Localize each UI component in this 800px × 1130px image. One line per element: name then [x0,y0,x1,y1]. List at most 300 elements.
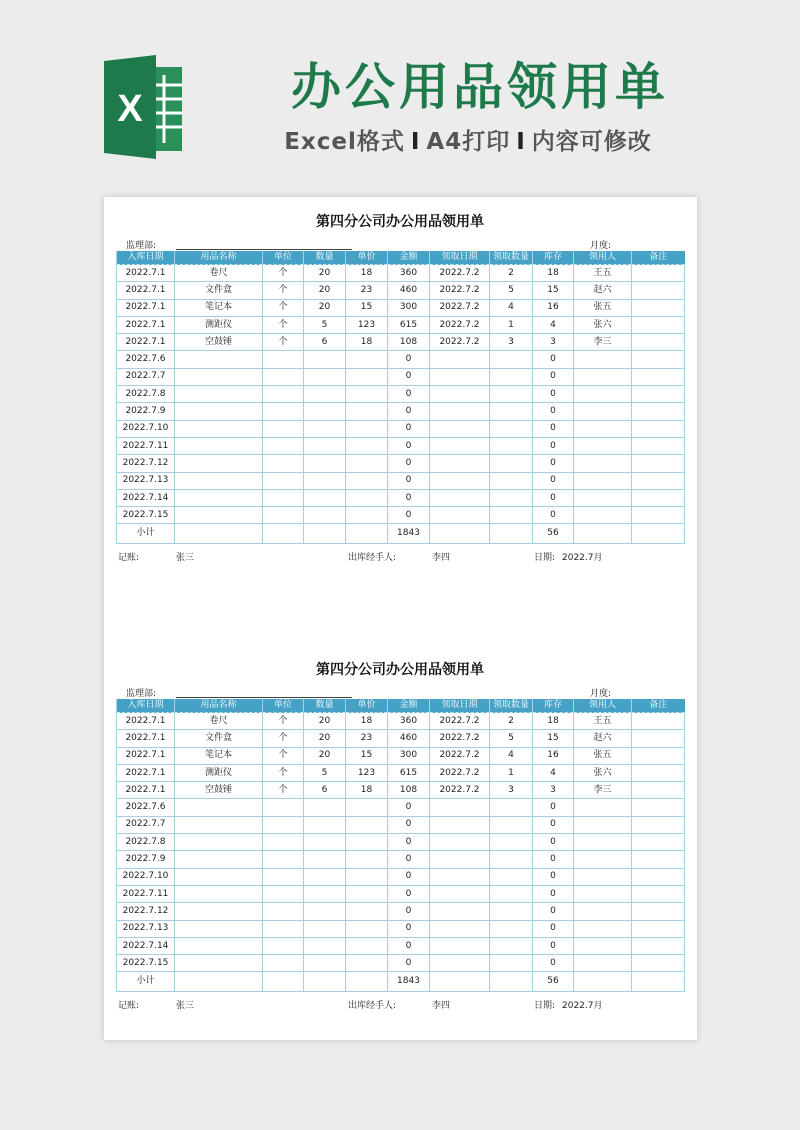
table-cell: 空鼓锤 [175,782,263,799]
table-cell: 2022.7.11 [117,437,175,454]
table-cell [632,885,685,902]
table-cell [263,507,304,524]
table-cell [632,747,685,764]
table-cell [175,937,263,954]
table-row [117,420,685,437]
table-row [117,489,685,506]
table-cell: 个 [263,730,304,747]
table-row [117,351,685,368]
dept-label: 监理部: [126,689,157,699]
table-cell: 2022.7.2 [430,334,490,351]
table-cell: 0 [388,472,430,489]
table-cell [263,816,304,833]
table-cell [490,955,533,972]
table-cell: 20 [304,282,346,299]
table-row [117,782,685,799]
table-cell [574,903,632,920]
table-cell: 2022.7.7 [117,368,175,385]
table-cell: 0 [388,368,430,385]
table-cell: 2022.7.1 [117,316,175,333]
table-cell [632,472,685,489]
table-cell [430,351,490,368]
table-cell [175,472,263,489]
table-cell [632,868,685,885]
column-header: 单位 [263,251,304,265]
table-cell: 2022.7.7 [117,816,175,833]
table-row [117,334,685,351]
subtotal-cell [346,524,388,544]
table-cell: 2022.7.8 [117,386,175,403]
subtitle-separator: I [516,129,526,155]
table-cell [574,472,632,489]
subtotal-cell [263,972,304,992]
table-cell [346,420,388,437]
table-cell: 4 [533,764,574,781]
table-cell: 张六 [574,764,632,781]
date-value: 2022.7月 [562,1001,603,1012]
requisition-form [116,197,684,564]
table-cell [632,420,685,437]
table-cell [632,437,685,454]
table-cell: 15 [346,747,388,764]
table-cell [304,799,346,816]
column-header: 领取日期 [430,699,490,713]
excel-logo-icon [102,55,200,159]
column-header: 单位 [263,699,304,713]
column-header: 金额 [388,699,430,713]
table-cell [304,955,346,972]
table-cell: 3 [533,782,574,799]
table-cell [632,937,685,954]
table-cell [632,764,685,781]
table-cell: 0 [388,834,430,851]
subtitle-print: A4打印 [426,129,511,155]
table-cell [632,799,685,816]
table-cell [632,713,685,730]
table-cell [632,903,685,920]
subtotal-row [117,524,685,544]
form-title: 第四分公司办公用品领用单 [316,214,484,230]
table-cell: 个 [263,265,304,282]
table-cell: 2022.7.2 [430,265,490,282]
table-header-row [117,251,685,265]
table-cell [304,903,346,920]
table-cell [430,834,490,851]
table-row [117,816,685,833]
table-cell [263,937,304,954]
table-row [117,764,685,781]
table-cell [632,403,685,420]
subtotal-cell: 1843 [388,524,430,544]
table-cell [574,420,632,437]
table-cell: 18 [346,782,388,799]
table-cell: 300 [388,299,430,316]
table-cell: 0 [533,420,574,437]
column-header: 备注 [632,251,685,265]
dept-underline [176,697,352,698]
table-cell: 2022.7.1 [117,713,175,730]
table-cell: 23 [346,730,388,747]
table-cell [430,386,490,403]
table-cell [175,507,263,524]
table-cell [632,782,685,799]
table-cell [490,386,533,403]
table-cell: 文件盒 [175,730,263,747]
table-cell: 张五 [574,747,632,764]
table-cell [304,403,346,420]
table-row [117,282,685,299]
column-header: 数量 [304,699,346,713]
table-cell [490,851,533,868]
table-cell: 20 [304,265,346,282]
table-cell [346,920,388,937]
table-cell: 0 [388,489,430,506]
handler-name: 李四 [432,1001,451,1012]
table-cell [346,903,388,920]
table-cell [346,351,388,368]
column-header: 领取数量 [490,699,533,713]
table-cell: 卷尺 [175,265,263,282]
table-cell: 2022.7.12 [117,903,175,920]
table-cell: 15 [533,282,574,299]
table-cell [574,868,632,885]
table-header-row [117,699,685,713]
table-cell [574,507,632,524]
bookkeeper-name: 张三 [176,553,195,564]
table-cell: 20 [304,713,346,730]
table-cell [632,334,685,351]
table-cell [632,851,685,868]
banner-subtitle [258,126,678,158]
table-cell: 0 [533,507,574,524]
date-label: 日期: [534,1001,556,1012]
table-cell [430,437,490,454]
table-cell: 0 [388,420,430,437]
table-cell: 3 [490,782,533,799]
table-cell: 王五 [574,713,632,730]
table-cell [430,851,490,868]
table-cell: 4 [490,299,533,316]
table-cell [263,437,304,454]
table-cell [175,351,263,368]
form-meta [116,683,684,699]
table-cell: 5 [304,764,346,781]
table-cell [430,816,490,833]
table-cell: 个 [263,713,304,730]
table-cell [346,455,388,472]
table-cell: 0 [388,851,430,868]
table-row [117,920,685,937]
table-cell [430,903,490,920]
handler-label: 出库经手人: [348,553,397,564]
table-cell: 2 [490,265,533,282]
table-cell [632,816,685,833]
column-header: 金额 [388,251,430,265]
table-cell [632,920,685,937]
table-cell [490,903,533,920]
table-cell: 0 [533,455,574,472]
table-cell [346,489,388,506]
table-cell: 18 [533,713,574,730]
table-cell [175,386,263,403]
table-cell: 0 [533,799,574,816]
table-cell [175,489,263,506]
form-footer [116,544,684,564]
table-cell: 5 [304,316,346,333]
table-cell: 15 [346,299,388,316]
table-cell [346,937,388,954]
table-cell: 测距仪 [175,316,263,333]
table-cell: 0 [388,507,430,524]
document-sheet [104,197,697,1040]
table-cell: 张六 [574,316,632,333]
column-header: 用品名称 [175,251,263,265]
table-cell [430,489,490,506]
table-cell [346,868,388,885]
subtotal-cell [490,972,533,992]
table-cell: 1 [490,764,533,781]
svg-text:X: X [117,88,143,130]
table-cell: 0 [533,368,574,385]
table-cell: 4 [490,747,533,764]
subtotal-cell [632,972,685,992]
table-cell: 2022.7.2 [430,764,490,781]
table-cell: 0 [533,437,574,454]
table-cell: 0 [533,885,574,902]
table-cell [263,403,304,420]
table-cell: 0 [533,403,574,420]
column-header: 领取日期 [430,251,490,265]
table-cell: 0 [533,386,574,403]
handler-name: 李四 [432,553,451,564]
table-cell: 108 [388,782,430,799]
subtotal-cell [430,972,490,992]
table-cell [175,816,263,833]
table-cell: 0 [533,851,574,868]
table-cell: 123 [346,316,388,333]
table-cell [632,316,685,333]
table-cell: 5 [490,282,533,299]
table-cell: 615 [388,764,430,781]
table-cell: 2 [490,713,533,730]
table-cell [430,472,490,489]
table-row [117,368,685,385]
table-cell: 2022.7.1 [117,764,175,781]
table-cell: 5 [490,730,533,747]
table-cell [304,386,346,403]
table-cell: 2022.7.1 [117,299,175,316]
date-value: 2022.7月 [562,553,603,564]
table-cell [574,851,632,868]
table-row [117,885,685,902]
form-title: 第四分公司办公用品领用单 [316,662,484,678]
table-cell [574,455,632,472]
table-cell [490,472,533,489]
table-cell [346,816,388,833]
table-cell: 0 [533,489,574,506]
table-cell [304,920,346,937]
table-cell: 2022.7.1 [117,782,175,799]
table-cell: 2022.7.1 [117,265,175,282]
subtotal-cell [175,972,263,992]
table-cell [430,955,490,972]
table-row [117,747,685,764]
table-cell [632,282,685,299]
table-cell [490,885,533,902]
table-cell [574,834,632,851]
table-cell: 0 [388,386,430,403]
table-row [117,507,685,524]
table-cell: 2022.7.13 [117,920,175,937]
table-cell [175,799,263,816]
table-cell [490,489,533,506]
table-cell [490,455,533,472]
table-cell: 0 [388,816,430,833]
table-cell [632,299,685,316]
table-cell [574,403,632,420]
table-cell: 个 [263,764,304,781]
table-cell: 0 [388,351,430,368]
date-label: 日期: [534,553,556,564]
table-cell: 0 [388,799,430,816]
table-cell [263,455,304,472]
table-cell: 2022.7.2 [430,713,490,730]
table-cell [574,799,632,816]
table-cell: 0 [388,403,430,420]
table-cell [175,403,263,420]
table-row [117,265,685,282]
table-cell: 2022.7.12 [117,455,175,472]
table-cell [430,868,490,885]
table-cell [346,507,388,524]
table-cell [175,851,263,868]
table-cell [304,351,346,368]
table-cell: 2022.7.10 [117,420,175,437]
table-cell: 2022.7.1 [117,730,175,747]
table-cell [490,420,533,437]
table-cell [490,351,533,368]
table-row [117,834,685,851]
form-meta [116,235,684,251]
table-cell [263,851,304,868]
subtotal-cell: 1843 [388,972,430,992]
table-cell [632,455,685,472]
subtotal-cell [346,972,388,992]
table-cell [574,885,632,902]
table-cell [304,472,346,489]
table-cell: 个 [263,334,304,351]
table-cell: 0 [388,903,430,920]
table-cell [304,437,346,454]
table-cell [574,351,632,368]
table-cell: 王五 [574,265,632,282]
table-cell [490,868,533,885]
column-header: 库存 [533,699,574,713]
subtotal-cell: 56 [533,524,574,544]
table-cell: 2022.7.9 [117,851,175,868]
table-cell [175,368,263,385]
table-cell: 2022.7.13 [117,472,175,489]
table-cell [574,386,632,403]
table-cell [304,834,346,851]
table-cell [490,816,533,833]
table-cell: 2022.7.1 [117,334,175,351]
table-cell: 赵六 [574,282,632,299]
table-cell [175,885,263,902]
table-cell: 15 [533,730,574,747]
table-cell [175,955,263,972]
table-cell: 笔记本 [175,747,263,764]
table-cell [346,955,388,972]
subtotal-cell [632,524,685,544]
subtitle-format: Excel格式 [284,129,405,155]
table-cell [175,920,263,937]
table-cell: 张五 [574,299,632,316]
table-cell: 6 [304,782,346,799]
requisition-form [116,645,684,1012]
month-label: 月度: [590,241,612,251]
table-cell: 18 [533,265,574,282]
table-cell: 个 [263,299,304,316]
bookkeeper-name: 张三 [176,1001,195,1012]
table-cell: 2022.7.8 [117,834,175,851]
column-header: 数量 [304,251,346,265]
table-cell [346,386,388,403]
table-cell [574,955,632,972]
table-cell [632,730,685,747]
table-cell [304,868,346,885]
subtotal-cell [263,524,304,544]
table-cell: 个 [263,282,304,299]
table-cell: 123 [346,764,388,781]
table-cell: 108 [388,334,430,351]
table-cell: 0 [388,868,430,885]
table-cell [574,920,632,937]
table-cell [175,437,263,454]
table-cell: 20 [304,747,346,764]
table-cell [490,920,533,937]
table-cell: 2022.7.15 [117,507,175,524]
table-cell [490,834,533,851]
table-cell [175,420,263,437]
table-cell [304,507,346,524]
subtotal-cell [304,524,346,544]
subtotal-row [117,972,685,992]
table-cell: 2022.7.10 [117,868,175,885]
table-cell [490,403,533,420]
column-header: 领用人 [574,699,632,713]
table-cell: 3 [490,334,533,351]
table-cell [574,816,632,833]
table-cell [263,489,304,506]
table-cell: 615 [388,316,430,333]
column-header: 单价 [346,699,388,713]
table-cell [574,368,632,385]
table-cell [346,851,388,868]
table-cell: 0 [533,903,574,920]
table-cell: 300 [388,747,430,764]
subtotal-cell [304,972,346,992]
table-row [117,713,685,730]
table-cell [430,799,490,816]
table-cell [346,403,388,420]
bookkeeper-label: 记账: [118,553,140,564]
banner-title: 办公用品领用单 [291,58,669,116]
table-row [117,851,685,868]
table-cell: 个 [263,782,304,799]
table-cell: 18 [346,713,388,730]
table-cell [632,955,685,972]
